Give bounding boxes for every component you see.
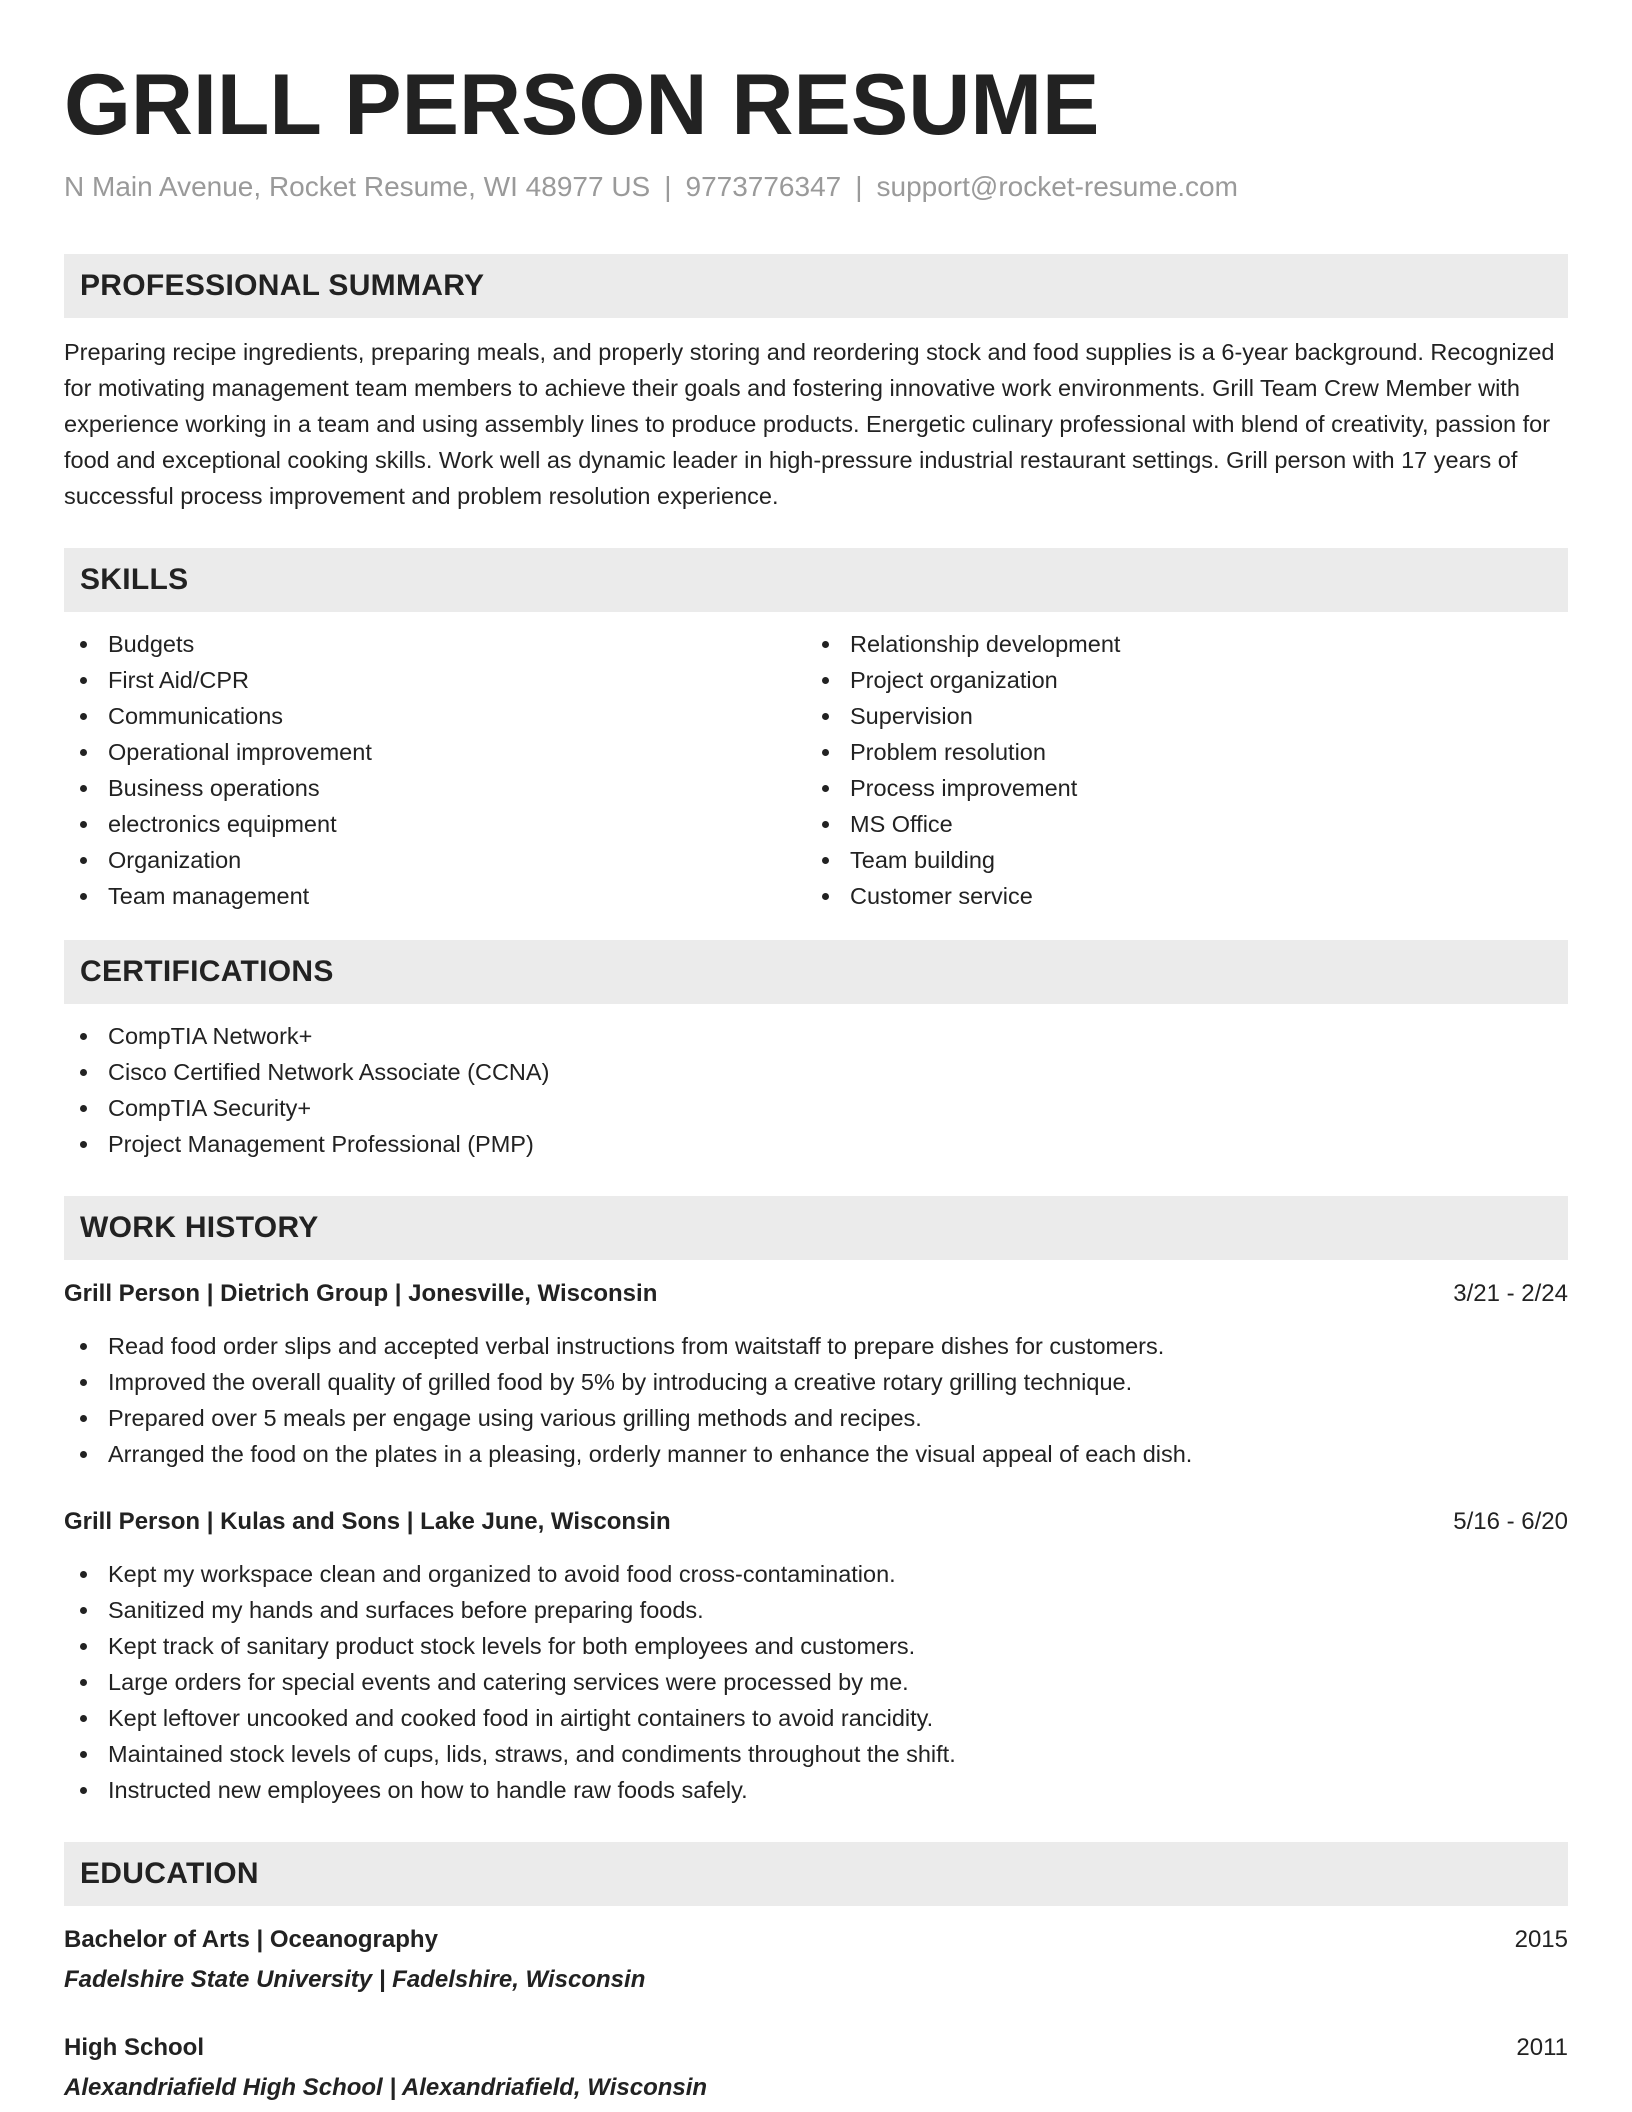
contact-phone: 9773776347	[685, 171, 842, 202]
education-year: 2011	[1516, 2033, 1568, 2061]
skill-item: Relationship development	[806, 626, 1548, 662]
contact-separator: |	[855, 171, 863, 202]
education-degree: High School	[64, 2033, 204, 2061]
job-header	[64, 1276, 1568, 1312]
summary-text: Preparing recipe ingredients, preparing meals, and properly storing and reordering stock and food supplies is a 6-year background. Recognized for motivating management team members to achieve their goals and fostering innovative work environments. Grill Team Crew Member with experience working in a team and using assembly lines to produce products. Energetic culinary professional with blend of creativity, passion for food and exceptional cooking skills. Work well as dynamic leader in high-pressure industrial restaurant settings. Grill person with 17 years of successful process improvement and problem resolution experience.	[64, 338, 1555, 509]
certification-item: Project Management Professional (PMP)	[64, 1126, 1568, 1162]
job-bullet: Read food order slips and accepted verbal instructions from waitstaff to prepare dishes for customers.	[64, 1328, 1568, 1364]
job-bullet: Kept track of sanitary product stock levels for both employees and customers.	[64, 1628, 1568, 1664]
resume-name: GRILL PERSON RESUME	[64, 57, 1100, 153]
education-header	[64, 2030, 1568, 2066]
skills-heading: SKILLS	[64, 548, 1568, 612]
job-bullet: Maintained stock levels of cups, lids, straws, and condiments throughout the shift.	[64, 1736, 1568, 1772]
education-entry	[64, 1922, 1568, 1998]
education-degree: Bachelor of Arts | Oceanography	[64, 1925, 438, 1953]
skill-item: electronics equipment	[64, 806, 806, 842]
skill-item: Project organization	[806, 662, 1548, 698]
skill-item: Problem resolution	[806, 734, 1548, 770]
job-bullet: Prepared over 5 meals per engage using various grilling methods and recipes.	[64, 1400, 1568, 1436]
job-header	[64, 1504, 1568, 1540]
education-heading: EDUCATION	[64, 1842, 1568, 1906]
certifications-heading: CERTIFICATIONS	[64, 940, 1568, 1004]
skill-item: Business operations	[64, 770, 806, 806]
work-history-heading: WORK HISTORY	[64, 1196, 1568, 1260]
contact-line	[64, 170, 1568, 204]
job-bullet: Kept my workspace clean and organized to avoid food cross-contamination.	[64, 1556, 1568, 1592]
skill-item: Team management	[64, 878, 806, 914]
job-title: Grill Person | Kulas and Sons | Lake June, Wisconsin	[64, 1507, 671, 1535]
job-bullets	[64, 1556, 1568, 1808]
skill-item: Supervision	[806, 698, 1548, 734]
job-bullet: Kept leftover uncooked and cooked food in airtight containers to avoid rancidity.	[64, 1700, 1568, 1736]
job-bullet: Large orders for special events and catering services were processed by me.	[64, 1664, 1568, 1700]
skills-column-right	[806, 626, 1548, 914]
job-bullet: Sanitized my hands and surfaces before preparing foods.	[64, 1592, 1568, 1628]
education-school: Fadelshire State University | Fadelshire, Wisconsin	[64, 1965, 646, 1993]
resume-page	[64, 0, 1568, 2106]
skill-item: Team building	[806, 842, 1548, 878]
skill-item: Communications	[64, 698, 806, 734]
certifications-list	[64, 1018, 1568, 1162]
education-school: Alexandriafield High School | Alexandriafield, Wisconsin	[64, 2073, 708, 2101]
certification-item: CompTIA Network+	[64, 1018, 1568, 1054]
skill-item: Organization	[64, 842, 806, 878]
certification-item: CompTIA Security+	[64, 1090, 1568, 1126]
skill-item: Budgets	[64, 626, 806, 662]
contact-email: support@rocket-resume.com	[876, 171, 1238, 202]
job-bullets	[64, 1328, 1568, 1472]
job-dates: 5/16 - 6/20	[1453, 1507, 1568, 1535]
contact-address: N Main Avenue, Rocket Resume, WI 48977 US	[64, 171, 651, 202]
job-entry	[64, 1276, 1568, 1472]
skill-item: Operational improvement	[64, 734, 806, 770]
skills-list	[64, 626, 1568, 914]
job-bullet: Arranged the food on the plates in a pleasing, orderly manner to enhance the visual appeal of each dish.	[64, 1436, 1568, 1472]
job-entry	[64, 1504, 1568, 1808]
contact-separator: |	[664, 171, 672, 202]
certification-item: Cisco Certified Network Associate (CCNA)	[64, 1054, 1568, 1090]
job-bullet: Instructed new employees on how to handle raw foods safely.	[64, 1772, 1568, 1808]
summary-heading: PROFESSIONAL SUMMARY	[64, 254, 1568, 318]
job-bullet: Improved the overall quality of grilled food by 5% by introducing a creative rotary grilling technique.	[64, 1364, 1568, 1400]
job-title: Grill Person | Dietrich Group | Jonesville, Wisconsin	[64, 1279, 658, 1307]
education-header	[64, 1922, 1568, 1958]
job-dates: 3/21 - 2/24	[1453, 1279, 1568, 1307]
skill-item: Process improvement	[806, 770, 1548, 806]
skills-column-left	[64, 626, 806, 914]
skill-item: First Aid/CPR	[64, 662, 806, 698]
skill-item: Customer service	[806, 878, 1548, 914]
education-entry	[64, 2030, 1568, 2106]
education-year: 2015	[1514, 1925, 1568, 1953]
skill-item: MS Office	[806, 806, 1548, 842]
